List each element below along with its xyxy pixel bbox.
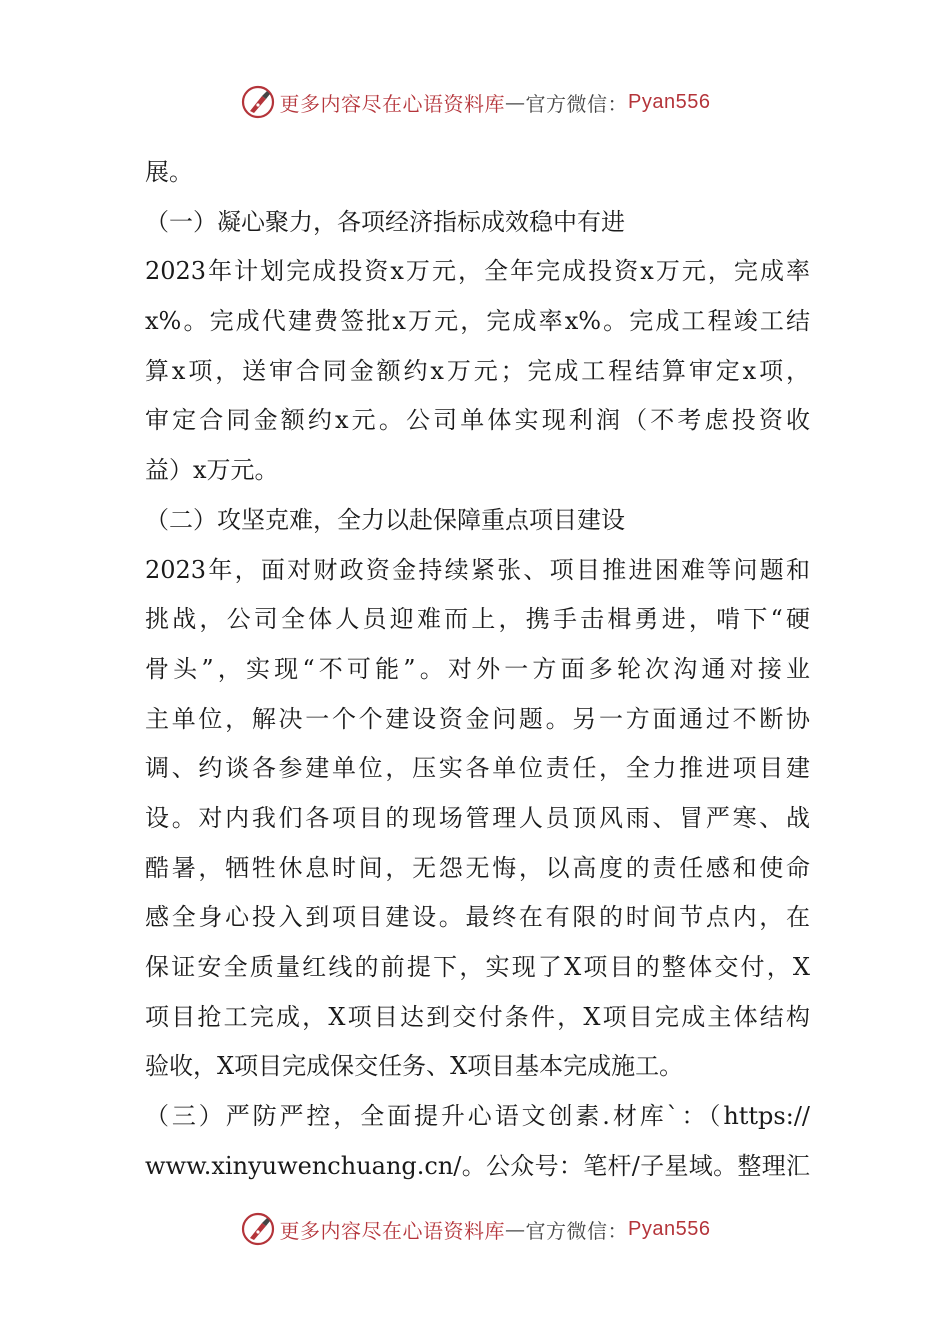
banner-weixin-label: 官方微信：	[525, 91, 629, 116]
banner-separator: —	[505, 90, 526, 114]
text-line: x%。完成代建费签批x万元，完成率x%。完成工程竣工结	[145, 307, 810, 336]
text-line: 益）x万元。	[145, 456, 279, 485]
text-line: 主单位，解决一个个建设资金问题。另一方面通过不断协	[145, 704, 810, 733]
banner-text: 更多内容尽在心语资料库	[279, 91, 506, 116]
text-line: www.xinyuwenchuang.cn/。公众号：笔杆/子星域。整理汇	[145, 1151, 810, 1180]
banner-separator: —	[505, 1217, 526, 1241]
section-heading-3: （三）严防严控，全面提升心语文创素.材库`：（https://	[145, 1102, 810, 1131]
text-line: 验收，X项目完成保交任务、X项目基本完成施工。	[145, 1052, 684, 1081]
pen-nib-logo-icon	[240, 1211, 276, 1247]
document-body	[145, 148, 810, 1191]
text-line: 项目抢工完成，X项目达到交付条件，X项目完成主体结构	[145, 1002, 810, 1031]
banner-weixin-id: Pyan556	[628, 1217, 711, 1240]
text-line: 设。对内我们各项目的现场管理人员顶风雨、冒严寒、战	[145, 803, 810, 832]
text-line: 2023年计划完成投资x万元，全年完成投资x万元，完成率	[145, 257, 810, 286]
text-line: 酷暑，牺牲休息时间，无怨无悔，以高度的责任感和使命	[145, 853, 810, 882]
text-line: 感全身心投入到项目建设。最终在有限的时间节点内，在	[145, 903, 810, 932]
banner-text: 更多内容尽在心语资料库	[279, 1218, 506, 1243]
banner-weixin-id: Pyan556	[628, 90, 711, 113]
pen-nib-logo-icon	[240, 84, 276, 120]
text-line: 展。	[145, 158, 193, 186]
text-line: 骨头”，实现“不可能”。对外一方面多轮次沟通对接业	[145, 654, 810, 683]
header-banner	[0, 82, 950, 122]
footer-banner	[0, 1209, 950, 1249]
text-line: 2023年，面对财政资金持续紧张、项目推进困难等问题和	[145, 555, 810, 584]
section-heading-1: （一）凝心聚力，各项经济指标成效稳中有进	[145, 207, 625, 236]
text-line: 保证安全质量红线的前提下，实现了X项目的整体交付，X	[145, 953, 810, 981]
text-line: 算x项，送审合同金额约x万元；完成工程结算审定x项，	[145, 356, 810, 385]
section-heading-2: （二）攻坚克难，全力以赴保障重点项目建设	[145, 505, 625, 534]
banner-weixin-label: 官方微信：	[525, 1218, 629, 1243]
text-line: 审定合同金额约x元。公司单体实现利润（不考虑投资收	[145, 406, 810, 435]
text-line: 调、约谈各参建单位，压实各单位责任，全力推进项目建	[145, 754, 810, 783]
text-line: 挑战，公司全体人员迎难而上，携手击楫勇进，啃下“硬	[145, 605, 810, 634]
